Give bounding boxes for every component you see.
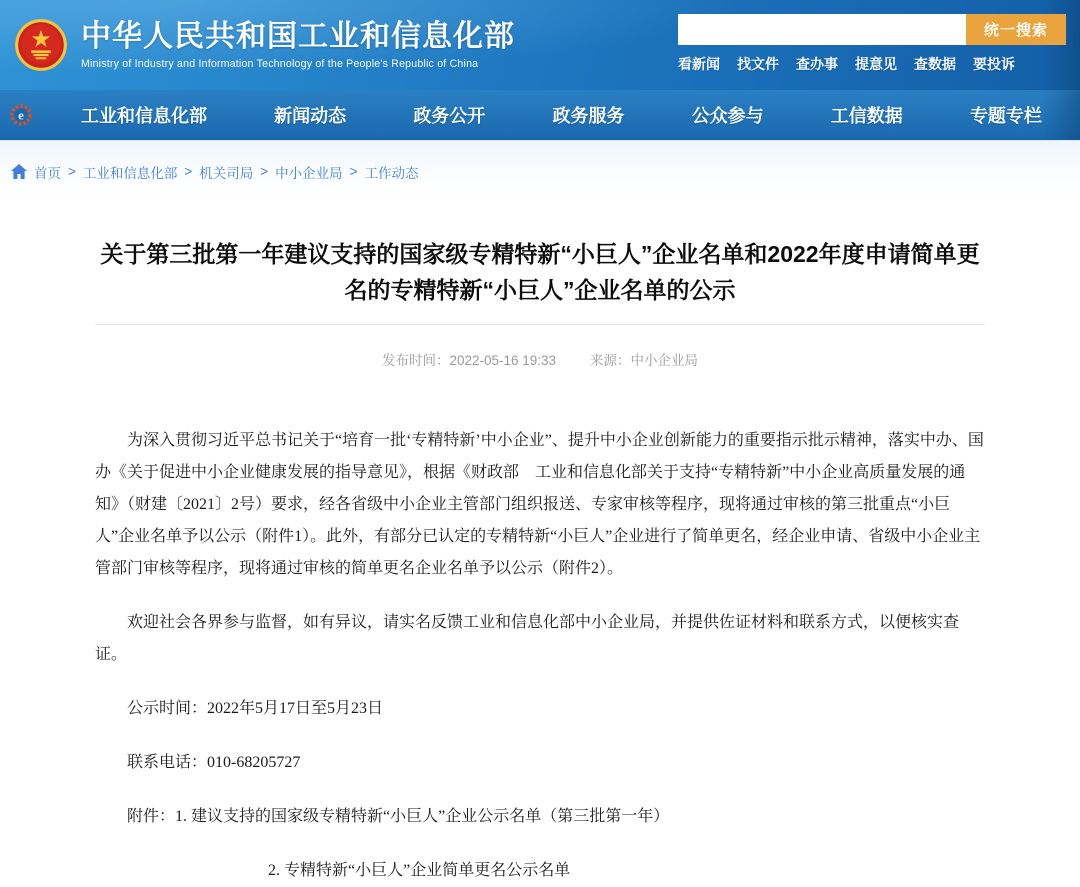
paragraph-intro: 为深入贯彻习近平总书记关于“培育一批‘专精特新’中小企业”、提升中小企业创新能力的重要指示批示精神，落实中办、国办《关于促进中小企业健康发展的指导意见》，根据《财政部 工业和信息化部关于支持“专精特新”中小企业高质量发展的通知》（财建〔2021〕2号）要求，经各省级中小企业主管部门组织报送、专家审核等程序，现将通过审核的第三批重点“小巨人”企业名单予以公示（附件1）。此外，有部分已认定的专精特新“小巨人”企业进行了简单更名，经企业申请、省级中小企业主管部门审核等程序，现将通过审核的简单更名企业名单予以公示（附件2）。: [95, 432, 984, 577]
nav-item-data[interactable]: 工信数据: [830, 106, 903, 126]
quick-link-files[interactable]: 找文件: [737, 56, 779, 72]
source: 中小企业局: [630, 353, 699, 368]
nav-item-ministry[interactable]: 工业和信息化部: [81, 106, 207, 126]
national-emblem-icon: [14, 18, 68, 72]
nav-item-public[interactable]: 公众参与: [691, 106, 764, 126]
quick-link-complaint[interactable]: 要投诉: [973, 56, 1015, 72]
paragraph-notice-period: 公示时间：2022年5月17日至5月23日: [127, 700, 384, 717]
site-subtitle: Ministry of Industry and Information Technology of the People's Republic of China: [81, 58, 479, 70]
header-search-area: [678, 14, 1066, 74]
site-title: 中华人民共和国工业和信息化部: [81, 20, 515, 53]
quick-link-data[interactable]: 查数据: [914, 56, 956, 72]
quick-link-news[interactable]: 看新闻: [678, 56, 720, 72]
main-nav: [0, 90, 1080, 140]
nav-item-gov-service[interactable]: 政务服务: [552, 106, 625, 126]
meta-divider: [95, 324, 985, 325]
article: [0, 236, 1080, 887]
search-input[interactable]: [678, 14, 966, 45]
breadcrumb-separator: >: [260, 164, 269, 179]
paragraph-attachment-1: 附件：1. 建议支持的国家级专精特新“小巨人”企业公示名单（第三批第一年）: [127, 808, 670, 825]
article-meta: [95, 349, 985, 369]
breadcrumb-separator: >: [68, 164, 76, 179]
breadcrumb-band: [0, 140, 1080, 202]
paragraph-contact-phone: 联系电话：010-68205727: [127, 754, 301, 771]
miit-gear-e-icon: [9, 103, 33, 127]
search-button[interactable]: 统一搜索: [966, 14, 1066, 45]
quick-link-services[interactable]: 查办事: [796, 56, 838, 72]
publish-time-label: 发布时间：: [381, 353, 450, 368]
publish-time: 2022-05-16 19:33: [449, 353, 557, 368]
article-body: [95, 425, 985, 887]
breadcrumb-home[interactable]: 首页: [34, 165, 61, 181]
breadcrumb-ministry[interactable]: 工业和信息化部: [82, 165, 178, 181]
breadcrumb-work-news[interactable]: 工作动态: [364, 165, 419, 181]
nav-item-news[interactable]: 新闻动态: [274, 106, 347, 126]
breadcrumb-separator: >: [349, 164, 358, 179]
nav-item-gov-open[interactable]: 政务公开: [413, 106, 486, 126]
paragraph-attachment-2: 2. 专精特新“小巨人”企业简单更名公示名单: [268, 862, 571, 879]
svg-text:e: e: [18, 107, 24, 123]
quick-link-feedback[interactable]: 提意见: [855, 56, 897, 72]
paragraph-supervision: 欢迎社会各界参与监督，如有异议，请实名反馈工业和信息化部中小企业局，并提供佐证材料和联系方式，以便核实查证。: [95, 614, 960, 663]
breadcrumb: [11, 162, 419, 182]
breadcrumb-separator: >: [184, 164, 193, 179]
breadcrumb-departments[interactable]: 机关司局: [199, 165, 254, 181]
site-title-block: [81, 20, 515, 70]
breadcrumb-sme-bureau[interactable]: 中小企业局: [275, 165, 343, 181]
nav-item-topics[interactable]: 专题专栏: [969, 106, 1042, 126]
source-label: 来源：: [590, 353, 631, 368]
article-title: 关于第三批第一年建议支持的国家级专精特新“小巨人”企业名单和2022年度申请简单更名的专精特新“小巨人”企业名单的公示: [100, 241, 980, 303]
home-icon: [11, 164, 27, 179]
quick-links: [678, 54, 1066, 74]
site-header: [0, 0, 1080, 90]
